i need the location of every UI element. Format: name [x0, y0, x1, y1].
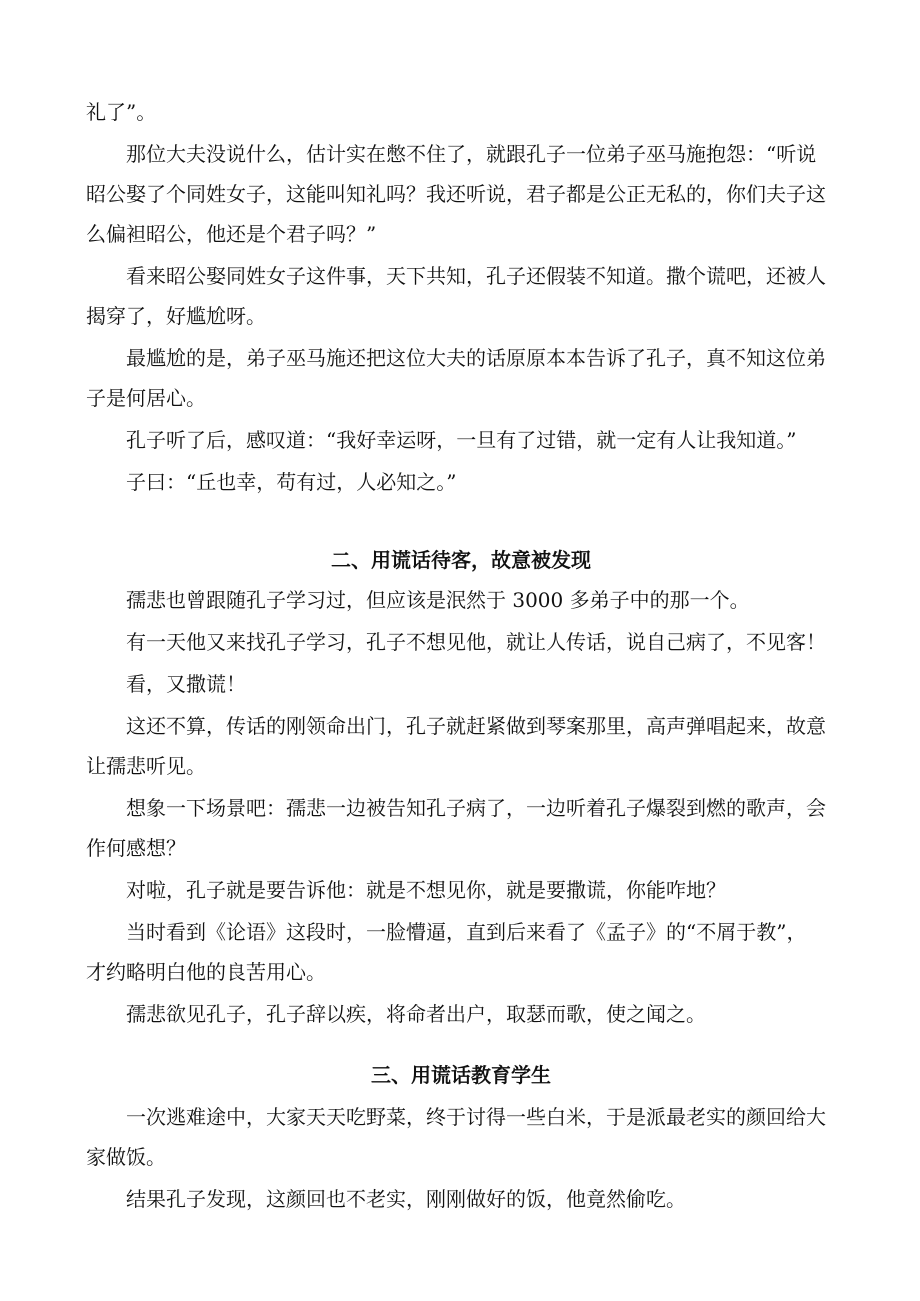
paragraph-line: 最尴尬的是，弟子巫马施还把这位大夫的话原原本本告诉了孔子，真不知这位弟: [126, 346, 826, 370]
paragraph-line: 有一天他又来找孔子学习，孔子不想见他，就让人传话，说自己病了，不见客！: [126, 630, 826, 654]
paragraph-line: 子曰：“丘也幸，苟有过，人必知之。”: [126, 470, 457, 494]
paragraph-line: 么偏袒昭公，他还是个君子吗？”: [86, 222, 377, 246]
paragraph-line: 孔子听了后，感叹道：“我好幸运呀，一旦有了过错，就一定有人让我知道。”: [126, 428, 797, 452]
paragraph-line: 结果孔子发现，这颜回也不老实，刚刚做好的饭，他竟然偷吃。: [126, 1187, 686, 1211]
section-heading-2: 二、用谎话待客，故意被发现: [331, 548, 591, 572]
paragraph-line: 那位大夫没说什么，估计实在憋不住了，就跟孔子一位弟子巫马施抱怨：“听说: [126, 142, 817, 166]
paragraph-line: 礼了”。: [86, 100, 157, 124]
paragraph: [86, 420, 836, 460]
paragraph: [86, 580, 836, 620]
paragraph-line: 孺悲也曾跟随孔子学习过，但应该是泯然于 3000 多弟子中的那一个。: [126, 588, 750, 612]
paragraph-line: 当时看到《论语》这段时，一脸懵逼，直到后来看了《孟子》的“不屑于教”，: [126, 920, 807, 944]
paragraph-line: 子是何居心。: [86, 386, 206, 410]
paragraph-line: 作何感想？: [86, 836, 186, 860]
paragraph-line: 对啦，孔子就是要告诉他：就是不想见你，就是要撒谎，你能咋地？: [126, 878, 726, 902]
paragraph-line: 才约略明白他的良苦用心。: [86, 960, 326, 984]
paragraph: [86, 622, 836, 662]
paragraph: [86, 706, 836, 786]
paragraph: [86, 256, 836, 336]
paragraph-line: 一次逃难途中，大家天天吃野菜，终于讨得一些白米，于是派最老实的颜回给大: [126, 1105, 826, 1129]
paragraph: [86, 788, 836, 868]
section-heading-3: 三、用谎话教育学生: [371, 1063, 551, 1087]
paragraph-line: 昭公娶了个同姓女子，这能叫知礼吗？我还听说，君子都是公正无私的，你们夫子这: [86, 182, 826, 206]
paragraph: [86, 1179, 836, 1219]
paragraph: [86, 134, 836, 254]
paragraph-line: 看，又撒谎！: [126, 672, 246, 696]
paragraph: [86, 664, 836, 704]
paragraph-line: 让孺悲听见。: [86, 754, 206, 778]
paragraph-line: 孺悲欲见孔子，孔子辞以疾，将命者出户，取瑟而歌，使之闻之。: [126, 1002, 706, 1026]
paragraph: [86, 1097, 836, 1177]
paragraph-line: 家做饭。: [86, 1145, 166, 1169]
paragraph: [86, 92, 836, 132]
paragraph-line: 揭穿了，好尴尬呀。: [86, 304, 266, 328]
paragraph-line: 想象一下场景吧：孺悲一边被告知孔子病了，一边听着孔子爆裂到燃的歌声，会: [126, 796, 826, 820]
paragraph: [86, 338, 836, 418]
paragraph-line: 看来昭公娶同姓女子这件事，天下共知，孔子还假装不知道。撒个谎吧，还被人: [126, 264, 826, 288]
paragraph-line: 这还不算，传话的刚领命出门，孔子就赶紧做到琴案那里，高声弹唱起来，故意: [126, 714, 826, 738]
paragraph: [86, 994, 836, 1034]
paragraph: [86, 870, 836, 910]
paragraph: [86, 462, 836, 502]
paragraph: [86, 912, 836, 992]
